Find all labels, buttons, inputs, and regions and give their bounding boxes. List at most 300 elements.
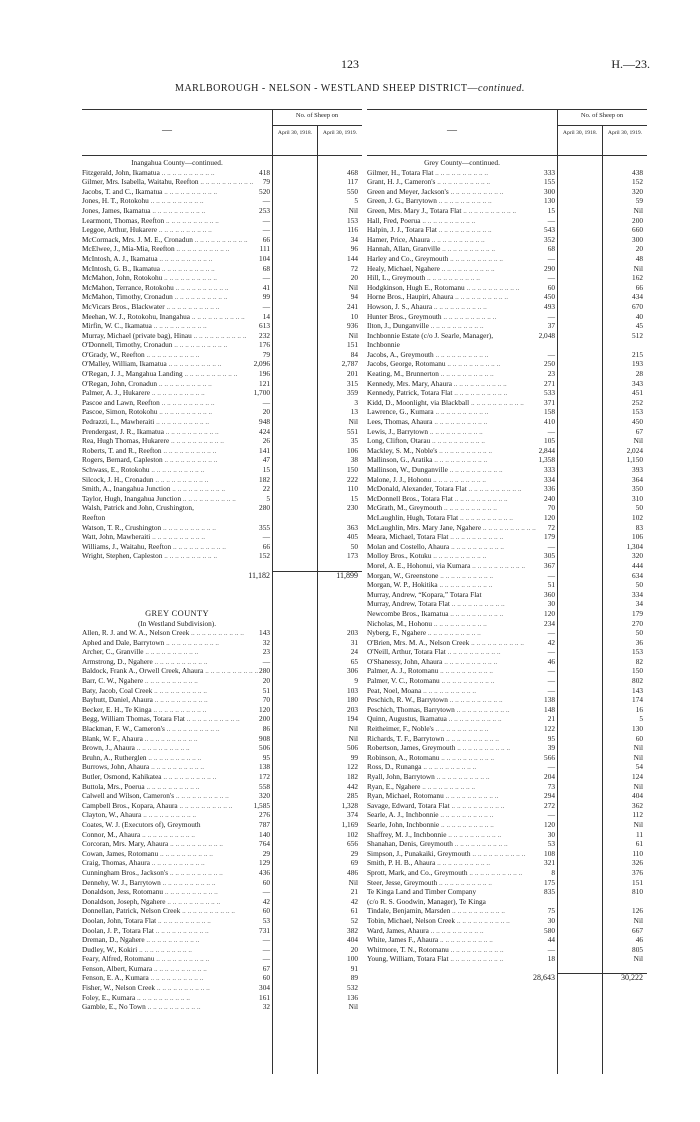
leader-dots: .. .. .. .. .. .. .. .. .. .. [438, 369, 494, 379]
table-row [82, 494, 362, 504]
table-row [82, 887, 362, 897]
sheep-1918: 22 [262, 484, 270, 494]
sheep-1919: 36 [635, 637, 643, 647]
sheep-1918: 68 [547, 244, 555, 254]
table-row [82, 513, 362, 523]
leader-dots: .. .. .. .. .. .. .. .. .. .. [161, 445, 217, 455]
sheep-1918: 1,700 [253, 388, 270, 398]
owner-name: Horne Bros., Haupiri, Ahaura [367, 292, 454, 302]
table-row [82, 292, 362, 302]
table-row [367, 542, 647, 552]
sheep-1918: — [262, 397, 270, 407]
sheep-1918: — [547, 666, 555, 676]
sheep-1918: — [262, 944, 270, 954]
leader-dots: .. .. .. .. .. .. .. .. .. .. [140, 829, 196, 839]
sheep-1918: 371 [544, 397, 555, 407]
sheep-1918: 99 [262, 292, 270, 302]
table-row [82, 926, 362, 936]
owner-name: O'Brien, Mrs. M. A., Nelson Creek [367, 637, 470, 647]
leader-dots: .. .. .. .. .. .. .. .. .. .. [143, 676, 198, 686]
leader-dots: .. .. .. .. .. .. .. .. .. .. [184, 714, 240, 724]
owner-name: Malone, J. J., Hohonu [367, 474, 432, 484]
sheep-1918: 2,096 [253, 359, 270, 369]
table-row [367, 916, 647, 926]
sheep-1918: 95 [262, 752, 270, 762]
table-row [82, 973, 362, 983]
table-row [82, 705, 362, 715]
owner-name: Silcock, J. H., Cronadun [82, 474, 154, 484]
owner-name: Peat, Noel, Moana [367, 685, 422, 695]
table-row [82, 695, 362, 705]
sheep-1918: 29 [262, 848, 270, 858]
sheep-1919: 486 [347, 867, 358, 877]
sheep-1918: 47 [262, 455, 270, 465]
owner-name: Leggoe, Arthur, Hukarere [82, 225, 158, 235]
leader-dots: .. .. .. .. .. .. .. .. .. .. [469, 637, 524, 647]
table-row [82, 225, 362, 235]
leader-dots: .. .. .. .. .. .. .. .. .. .. [448, 608, 504, 618]
sheep-1918: 1,585 [253, 800, 270, 810]
leader-dots: .. .. .. .. .. .. .. .. .. .. [153, 474, 209, 484]
spacer-row [82, 599, 362, 609]
leader-dots: .. .. .. .. .. .. .. .. .. .. [428, 925, 484, 935]
sheep-1918: 533 [544, 388, 555, 398]
spacer-row [82, 590, 362, 600]
sheep-1919: 173 [347, 551, 358, 561]
leader-dots: .. .. .. .. .. .. .. .. .. .. [191, 330, 247, 340]
leader-dots: .. .. .. .. .. .. .. .. .. .. [189, 628, 244, 638]
sheep-1918: 104 [259, 253, 270, 263]
sheep-1918: 424 [259, 426, 270, 436]
owner-name: Lawrence, G., Kumara [367, 407, 434, 417]
table-body [367, 158, 647, 983]
leader-dots: .. .. .. .. .. .. .. .. .. .. [177, 800, 233, 810]
table-row [82, 254, 362, 264]
sheep-1918: 20 [262, 676, 270, 686]
owner-name: Howson, J. S., Ahaura [367, 301, 433, 311]
sheep-1918: 30 [547, 829, 555, 839]
leader-dots: .. .. .. .. .. .. .. .. .. .. [156, 915, 211, 925]
sheep-1919: 444 [632, 560, 643, 570]
sheep-1918: 32 [262, 1002, 270, 1012]
table-row [367, 494, 647, 504]
table-row [367, 791, 647, 801]
table-row [82, 801, 362, 811]
name-column-header: — [162, 125, 172, 136]
table-row [367, 407, 647, 417]
sheep-1919: 99 [350, 752, 358, 762]
col-1919-header: April 30, 1919. [322, 130, 358, 136]
leader-dots: .. .. .. .. .. .. .. .. .. .. [434, 772, 490, 781]
leader-dots: .. .. .. .. .. .. .. .. .. .. [149, 858, 205, 868]
sheep-1919: 50 [635, 503, 643, 513]
leader-dots: .. .. .. .. .. .. .. .. .. .. [159, 397, 215, 407]
sheep-1918: 41 [262, 282, 270, 292]
sheep-1919: 42 [350, 896, 358, 906]
table-row [82, 523, 362, 533]
owner-name: McMahon, Terrance, Rotokohu [82, 282, 174, 292]
leader-dots: .. .. .. .. .. .. .. .. .. .. [448, 532, 504, 542]
table-row [367, 810, 647, 820]
sheep-1918: — [262, 215, 270, 225]
sheep-1918: 908 [259, 733, 270, 743]
sheep-1919: 144 [347, 253, 358, 263]
col-1918-header: April 30, 1918. [562, 130, 598, 136]
leader-dots: .. .. .. .. .. .. .. .. .. .. [453, 292, 509, 302]
sheep-1919: 376 [632, 867, 643, 877]
sheep-1919: 31 [350, 637, 358, 647]
leader-dots: .. .. .. .. .. .. .. .. .. .. [455, 915, 510, 925]
table-row [367, 177, 647, 187]
sheep-1918: — [547, 570, 555, 580]
owner-name: (c/o R. S. Goodwin, Manager), Te Kinga [367, 896, 486, 906]
sheep-1919: 438 [632, 167, 643, 177]
table-row [367, 187, 647, 197]
sheep-1919: 405 [347, 532, 358, 542]
sheep-1918: 280 [259, 666, 270, 676]
right-table [367, 109, 647, 1074]
table-row [82, 1002, 362, 1012]
leader-dots: .. .. .. .. .. .. .. .. .. .. [171, 541, 226, 551]
page-title [0, 83, 700, 94]
sheep-1919: 16 [635, 704, 643, 714]
sheep-1919: 315 [347, 378, 358, 388]
leader-dots: .. .. .. .. .. .. .. .. .. .. [168, 839, 223, 849]
section-heading: (In Westland Subdivision). [137, 618, 217, 628]
owner-name: Gilmer, H., Totara Flat [367, 167, 434, 177]
sheep-1918: 787 [259, 819, 270, 829]
sheep-1918: — [547, 944, 555, 954]
leader-dots: .. .. .. .. .. .. .. .. .. .. [192, 234, 248, 244]
sheep-1919: 179 [632, 608, 643, 618]
table-row [82, 350, 362, 360]
sheep-1918: 234 [544, 618, 555, 628]
owner-name: Butler, Osmond, Kahikatea [82, 772, 162, 781]
subheader-rule [557, 125, 647, 126]
owner-name: Corcoran, Mrs. Mary, Ahaura [82, 839, 169, 849]
table-row [82, 235, 362, 245]
table-row [367, 321, 647, 331]
table-row [82, 839, 362, 849]
owner-name: Mallinson, W., Dunganville [367, 465, 448, 474]
sheep-1919: 660 [632, 225, 643, 235]
leader-dots: .. .. .. .. .. .. .. .. .. .. [467, 867, 523, 877]
table-row [367, 945, 647, 955]
leader-dots: .. .. .. .. .. .. .. .. .. .. [155, 983, 210, 993]
sheep-1918: 68 [262, 263, 270, 273]
sheep-1918: 44 [547, 935, 555, 945]
sheep-1918: 20 [262, 407, 270, 417]
table-row [367, 532, 647, 542]
leader-dots: .. .. .. .. .. .. .. .. .. .. [149, 465, 205, 474]
sheep-1919: 65 [350, 656, 358, 666]
table-row [367, 724, 647, 734]
sheep-1919: Nil [633, 752, 643, 762]
table-row [82, 762, 362, 772]
total-1918: 28,643 [533, 973, 555, 983]
sheep-1919: 48 [635, 253, 643, 263]
owner-name: Grant, H. J., Cameron's [367, 177, 436, 187]
leader-dots: .. .. .. .. .. .. .. .. .. .. [172, 292, 228, 302]
sheep-1919: 21 [350, 887, 358, 897]
table-row [367, 388, 647, 398]
sheep-1919: 200 [632, 215, 643, 225]
sheep-1918: 336 [544, 484, 555, 494]
sheep-1919: 320 [632, 186, 643, 196]
owner-name: Connor, M., Ahaura [82, 829, 141, 839]
owner-name: Rea, Hugh Thomas, Hukarere [82, 436, 170, 446]
sheep-1919: Nil [348, 877, 358, 887]
sheep-1918: 143 [259, 628, 270, 638]
sheep-1918: 32 [262, 637, 270, 647]
sheep-1919: 334 [632, 589, 643, 599]
sheep-1919: 50 [635, 628, 643, 638]
table-row [367, 849, 647, 859]
table-row [82, 724, 362, 734]
table-row [367, 379, 647, 389]
sheep-1918: 152 [259, 551, 270, 561]
table-row [82, 647, 362, 657]
leader-dots: .. .. .. .. .. .. .. .. .. .. [435, 177, 491, 187]
owner-name: White, James F., Ahaura [367, 935, 439, 945]
table-top-rule [82, 109, 362, 110]
total-1918: 11,182 [248, 570, 270, 580]
leader-dots: .. .. .. .. .. .. .. .. .. .. [163, 426, 219, 436]
sheep-1919: 382 [347, 925, 358, 935]
leader-dots: .. .. .. .. .. .. .. .. .. .. [161, 522, 216, 532]
sheep-1918: — [547, 676, 555, 686]
sheep-1919: 45 [635, 321, 643, 331]
leader-dots: .. .. .. .. .. .. .. .. .. .. [149, 762, 205, 772]
owner-name: Learmont, Thomas, Reefton [82, 215, 165, 225]
leader-dots: .. .. .. .. .. .. .. .. .. .. [170, 484, 226, 494]
name-column-header: — [447, 125, 457, 136]
leader-dots: .. .. .. .. .. .. .. .. .. .. [439, 263, 495, 273]
table-row [82, 830, 362, 840]
sheep-1919: 124 [632, 772, 643, 781]
sheep-1918: 272 [544, 800, 555, 810]
sheep-1918: — [547, 541, 555, 551]
sheep-1918: 305 [544, 551, 555, 561]
owner-name: Jacobs, A., Greymouth [367, 349, 434, 359]
leader-dots: .. .. .. .. .. .. .. .. .. .. [162, 455, 218, 465]
owner-name: Coates, W. J. (Executors of), Greymouth [82, 819, 201, 829]
owner-name: Molloy Bros., Kotuku [367, 551, 432, 561]
owner-name: Burrows, John, Ahaura [82, 762, 150, 772]
owner-name: McLaughlin, Mrs. Mary Jane, Ngahere [367, 522, 482, 532]
owner-name: Jones, James, Ikamatua [82, 205, 151, 215]
table-row [367, 830, 647, 840]
owner-name: Reitheimer, F., Noble's [367, 724, 434, 734]
owner-name: Becker, E. H., Te Kinga [82, 704, 152, 714]
sheep-1918: 23 [262, 647, 270, 657]
sheep-count-header: No. of Sheep on [580, 112, 624, 119]
leader-dots: .. .. .. .. .. .. .. .. .. .. [452, 493, 508, 503]
table-row [367, 695, 647, 705]
sheep-1919: 180 [347, 695, 358, 705]
table-row [82, 398, 362, 408]
sheep-1919: 100 [347, 954, 358, 964]
sheep-1919: 805 [632, 944, 643, 954]
leader-dots: .. .. .. .. .. .. .. .. .. .. [154, 954, 210, 964]
sheep-1918: 520 [259, 186, 270, 196]
owner-name: Kennedy, Mrs. Mary, Ahaura [367, 378, 452, 388]
sheep-1919: 241 [347, 301, 358, 311]
owner-name: Pedrazzi, L., Mawheraiti [82, 417, 155, 427]
table-row [367, 580, 647, 590]
table-row [367, 273, 647, 283]
sheep-1918: 66 [262, 541, 270, 551]
owner-name: McDonnell Bros., Totara Flat [367, 493, 453, 503]
owner-name: Newcombe Bros., Ikamatua [367, 608, 449, 618]
total-1919: 11,899 [336, 570, 358, 580]
owner-name: Quinn, Augustus, Ikamatua [367, 714, 447, 724]
table-top-rule [367, 109, 647, 110]
table-row [82, 455, 362, 465]
table-row [82, 954, 362, 964]
leader-dots: .. .. .. .. .. .. .. .. .. .. [469, 397, 524, 407]
sheep-1918: 60 [262, 906, 270, 916]
sheep-1919: 40 [635, 311, 643, 321]
owner-cell [82, 513, 272, 523]
owner-name: O'Malley, William, Ikamatua [82, 359, 167, 369]
table-row [82, 542, 362, 552]
sheep-1919: 374 [347, 810, 358, 820]
sheep-1918: 764 [259, 839, 270, 849]
leader-dots: .. .. .. .. .. .. .. .. .. .. [431, 551, 487, 561]
sheep-1918: 355 [259, 522, 270, 532]
sheep-1918: 566 [544, 752, 555, 762]
table-row [82, 897, 362, 907]
leader-dots: .. .. .. .. .. .. .. .. .. .. [428, 426, 483, 436]
leader-dots: .. .. .. .. .. .. .. .. .. .. [150, 388, 205, 398]
sheep-1918: 86 [262, 724, 270, 734]
table-row [82, 676, 362, 686]
table-row [82, 475, 362, 485]
sheep-1919: 15 [350, 493, 358, 503]
owner-name: Hunter Bros., Greymouth [367, 311, 442, 321]
table-row [367, 331, 647, 341]
sheep-1918: 436 [259, 867, 270, 877]
sheep-1919: Nil [633, 205, 643, 215]
leader-dots: .. .. .. .. .. .. .. .. .. .. [470, 560, 526, 570]
leader-dots: .. .. .. .. .. .. .. .. .. .. [163, 887, 218, 897]
page-number: 123 [341, 57, 359, 71]
owner-name: Armstrong, D., Ngahere [82, 656, 153, 666]
owner-name: Blackman, F. W., Cameron's [82, 724, 165, 734]
total-1919: 30,222 [621, 973, 643, 983]
owner-name: McCormack, Mrs. J. M. E., Cronadun [82, 234, 193, 244]
sheep-1918: 67 [262, 963, 270, 973]
table-row [367, 762, 647, 772]
sheep-1918: 72 [547, 522, 555, 532]
leader-dots: .. .. .. .. .. .. .. .. .. .. [157, 225, 212, 235]
table-row [82, 273, 362, 283]
leader-dots: .. .. .. .. .. .. .. .. .. .. [448, 253, 503, 263]
owner-name: Green, Mrs. Mary J., Totara Flat [367, 205, 462, 215]
leader-dots: .. .. .. .. .. .. .. .. .. .. [436, 196, 492, 206]
owner-name: Murray, Andrew, “Kopara,” Totara Flat [367, 589, 482, 599]
owner-name: Pascoe and Lawn, Reefton [82, 397, 160, 407]
leader-dots: .. .. .. .. .. .. .. .. .. .. [442, 656, 498, 666]
owner-name: Nyberg, F., Ngahere [367, 628, 427, 638]
leader-dots: .. .. .. .. .. .. .. .. .. .. [447, 465, 503, 474]
owner-name: Rogers, Bernard, Capleston [82, 455, 163, 465]
table-row [82, 465, 362, 475]
sheep-1919: 252 [632, 397, 643, 407]
sheep-1918: 122 [544, 724, 555, 734]
sheep-1919: Nil [348, 733, 358, 743]
leader-dots: .. .. .. .. .. .. .. .. .. .. [425, 273, 480, 283]
sheep-1918: 15 [547, 205, 555, 215]
leader-dots: .. .. .. .. .. .. .. .. .. .. [421, 762, 477, 772]
owner-name: Peschich, R. W., Barrytown [367, 695, 448, 705]
sheep-1918: — [547, 685, 555, 695]
sheep-1919: 230 [347, 503, 358, 513]
table-row [82, 388, 362, 398]
owner-name: McDonald, Alexander, Totara Flat [367, 484, 467, 494]
sheep-1918: 200 [259, 714, 270, 724]
sheep-1918: 141 [259, 445, 270, 455]
table-row [367, 590, 647, 600]
sheep-1918: 240 [544, 493, 555, 503]
leader-dots: .. .. .. .. .. .. .. .. .. .. [153, 925, 209, 935]
owner-name: Calwell and Wilson, Cameron's [82, 791, 175, 801]
sheep-1918: — [262, 301, 270, 311]
sheep-1918: 120 [259, 704, 270, 714]
sheep-1918: 1,358 [538, 455, 555, 465]
table-row [367, 820, 647, 830]
owner-name: Donaldson, Joseph, Ngahere [82, 896, 166, 906]
sheep-1918: 300 [544, 186, 555, 196]
leader-dots: .. .. .. .. .. .. .. .. .. .. [145, 1002, 201, 1012]
sheep-1919: 91 [350, 963, 358, 973]
owner-name: Young, William, Totara Flat [367, 954, 449, 964]
sheep-1919: 2,787 [341, 359, 358, 369]
leader-dots: .. .. .. .. .. .. .. .. .. .. [449, 599, 505, 609]
leader-dots: .. .. .. .. .. .. .. .. .. .. [160, 877, 216, 887]
sheep-1919: 362 [632, 800, 643, 810]
owner-name: Hamer, Price, Ahaura [367, 234, 430, 244]
sheep-1919: 54 [635, 762, 643, 772]
sheep-1918: 161 [259, 992, 270, 1002]
leader-dots: .. .. .. .. .. .. .. .. .. .. [458, 512, 513, 522]
leader-dots: .. .. .. .. .. .. .. .. .. .. [436, 225, 492, 235]
sheep-1919: 96 [350, 244, 358, 254]
sheep-1918: — [262, 656, 270, 666]
table-row [82, 359, 362, 369]
table-row [82, 714, 362, 724]
sheep-1919: 102 [632, 512, 643, 522]
sheep-1918: — [262, 954, 270, 964]
owner-cell [367, 897, 557, 907]
sheep-1918: — [547, 253, 555, 263]
sheep-1918: 367 [544, 560, 555, 570]
table-row [367, 446, 647, 456]
owner-name: Blank, W. F., Ahaura [82, 733, 143, 743]
section-heading: Inangahua County—continued. [131, 158, 223, 167]
leader-dots: .. .. .. .. .. .. .. .. .. .. [203, 666, 259, 676]
leader-dots: .. .. .. .. .. .. .. .. .. .. [448, 186, 504, 196]
table-row [367, 513, 647, 523]
leader-dots: .. .. .. .. .. .. .. .. .. .. [450, 906, 505, 916]
sheep-1919: 126 [632, 906, 643, 916]
sheep-1918: — [262, 196, 270, 206]
header-rule [367, 155, 647, 156]
sheep-1918: 175 [544, 877, 555, 887]
sheep-1919: 194 [347, 714, 358, 724]
table-row [367, 551, 647, 561]
